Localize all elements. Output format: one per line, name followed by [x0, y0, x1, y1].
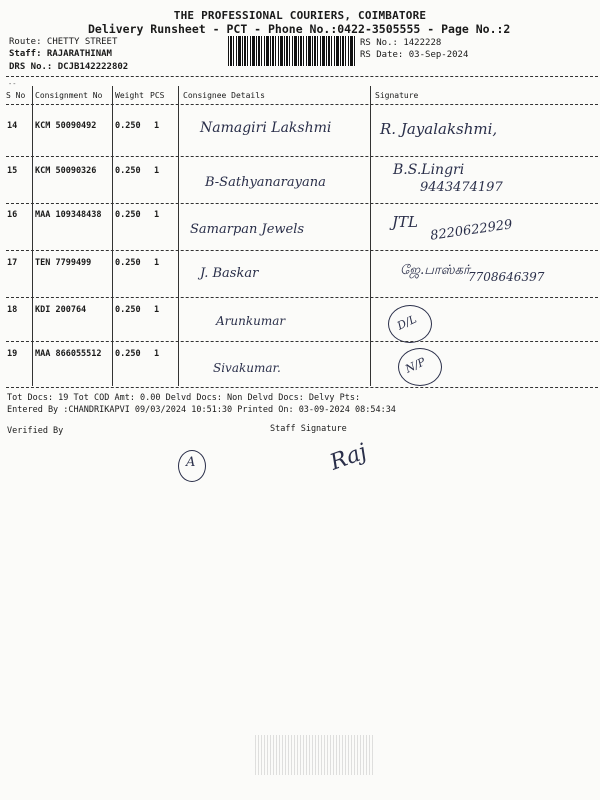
- table-bottom-divider: [6, 387, 598, 388]
- row-consignment: KCM 50090326: [35, 166, 97, 176]
- staff-label: Staff: RAJARATHINAM: [9, 49, 112, 59]
- row-consignee: Arunkumar: [216, 314, 286, 328]
- faint-barcode-icon: [255, 735, 375, 775]
- row-signature-phone: 9443474197: [420, 180, 503, 195]
- col-signature: Signature: [375, 91, 419, 100]
- rs-number: RS No.: 1422228: [360, 38, 442, 48]
- row-consignment: TEN 7799499: [35, 258, 92, 268]
- row-consignee: B-Sathyanarayana: [205, 175, 326, 190]
- row-consignee: Sivakumar.: [213, 361, 281, 375]
- row-signature: D/L: [395, 312, 419, 333]
- rs-date: RS Date: 03-Sep-2024: [360, 50, 469, 60]
- row-weight: 0.250: [115, 210, 141, 220]
- row-consignment: MAA 109348438: [35, 210, 102, 220]
- row-signature-phone: 8220622929: [429, 217, 514, 244]
- row-divider: [6, 250, 598, 251]
- row-sno: 18: [7, 305, 18, 315]
- marker-dash: --: [8, 80, 17, 88]
- row-signature-phone: 7708646397: [468, 270, 545, 284]
- col-consignee: Consignee Details: [183, 91, 265, 100]
- row-signature: N/P: [403, 355, 428, 376]
- col-weight: Weight: [115, 91, 144, 100]
- row-consignee: Namagiri Lakshmi: [200, 120, 332, 136]
- totals-line: Tot Docs: 19 Tot COD Amt: 0.00 Delvd Docs: Non Delvd Docs: Delvy Pts:: [7, 393, 361, 403]
- row-weight: 0.250: [115, 305, 141, 315]
- row-sno: 15: [7, 166, 18, 176]
- row-sno: 14: [7, 121, 18, 131]
- row-signature: R. Jayalakshmi,: [380, 120, 498, 138]
- table-header-divider: [6, 104, 598, 105]
- verified-by-label: Verified By: [7, 426, 64, 436]
- row-signature: ஜே.பாஸ்கர்: [400, 263, 470, 278]
- col-consignment: Consignment No: [35, 91, 103, 100]
- row-sno: 17: [7, 258, 18, 268]
- row-divider: [6, 203, 598, 204]
- row-pcs: 1: [154, 258, 160, 268]
- row-divider: [6, 156, 598, 157]
- row-divider: [6, 341, 598, 342]
- row-sno: 19: [7, 349, 18, 359]
- row-pcs: 1: [154, 349, 160, 359]
- row-sno: 16: [7, 210, 18, 220]
- row-weight: 0.250: [115, 121, 141, 131]
- company-title: THE PROFESSIONAL COURIERS, COIMBATORE: [173, 9, 427, 22]
- col-pcs: PCS: [150, 91, 165, 100]
- row-weight: 0.250: [115, 166, 141, 176]
- col-sno: S No: [6, 91, 26, 100]
- staff-signature-scribble: Raj: [326, 439, 371, 476]
- drs-number: DRS No.: DCJB142222802: [9, 62, 129, 72]
- row-signature: JTL: [392, 213, 418, 231]
- bleed-through-area: [0, 470, 600, 800]
- row-consignee: Samarpan Jewels: [190, 222, 305, 237]
- row-pcs: 1: [154, 121, 160, 131]
- row-consignment: KDI 200764: [35, 305, 87, 315]
- route-label: Route: CHETTY STREET: [9, 37, 118, 47]
- row-signature: B.S.Lingri: [393, 162, 465, 178]
- runsheet-title: Delivery Runsheet - PCT - Phone No.:0422-3505555 - Page No.:2: [88, 22, 511, 36]
- row-weight: 0.250: [115, 349, 141, 359]
- row-pcs: 1: [154, 210, 160, 220]
- verified-mark-text: A: [186, 455, 196, 470]
- row-divider: [6, 297, 598, 298]
- row-weight: 0.250: [115, 258, 141, 268]
- row-pcs: 1: [154, 305, 160, 315]
- row-pcs: 1: [154, 166, 160, 176]
- barcode-image: [228, 36, 356, 66]
- row-consignment: KCM 50090492: [35, 121, 97, 131]
- header-divider: [6, 76, 598, 77]
- row-consignee: J. Baskar: [200, 266, 259, 281]
- row-consignment: MAA 866055512: [35, 349, 102, 359]
- entered-line: Entered By :CHANDRIKAPVI 09/03/2024 10:51:30 Printed On: 03-09-2024 08:54:34: [7, 405, 396, 415]
- staff-signature-label: Staff Signature: [270, 424, 347, 434]
